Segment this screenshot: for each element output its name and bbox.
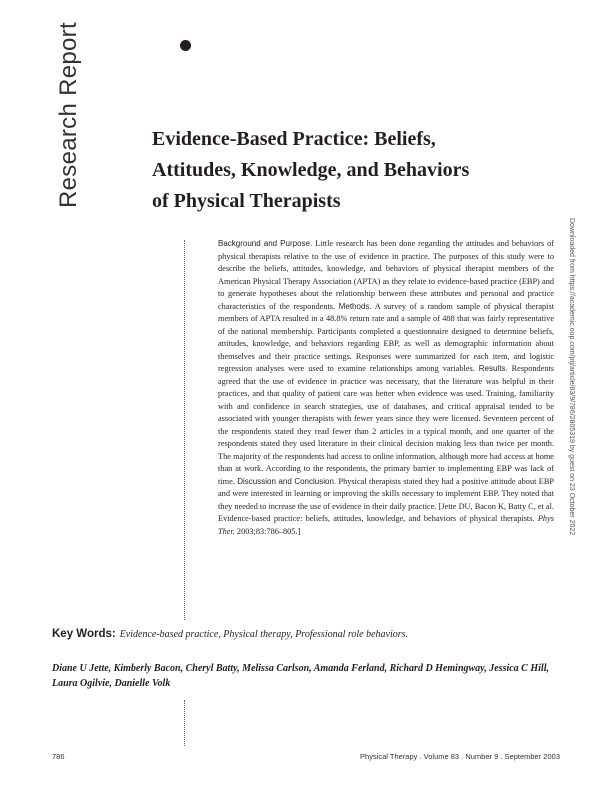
methods-heading: Methods. — [338, 301, 372, 311]
citation-journal: Phys Ther. — [218, 514, 554, 536]
results-text: Respondents agreed that the use of evidence in practice was necessary, that the literature was helpful in their practices, and that quality of patient care was better when evidence was used. Training, familiarity with and confidence in search strategies, use of databases, and critical appraisal tended to be associated with younger therapists with fewer years since they were licensed. Seventeen percent of the respondents stated they read fewer than 2 articles in a typical month, and one quarter of the respondents stated they used literature in their clinical decision making less than twice per month. The majority of the respondents had access to online information, although more had access at home than at work. According to the respondents, the primary barrier to implementing EBP was lack of time. — [218, 364, 555, 486]
title-line: of Physical Therapists — [152, 190, 341, 212]
background-text: Little research has been done regarding the attitudes and behaviors of physical therapists relative to the use of evidence in practice. The purposes of this study were to describe the beliefs, attitudes, knowledge, and behaviors of physical therapist members of the American Physical Therapy Association (APTA) as they relate to evidence-based practice (EBP) and to generate hypotheses about the relationship between these attributes and personal and practice characteristics of the respondents. — [218, 239, 554, 311]
abstract-margin-rule-bottom — [184, 700, 185, 746]
discussion-text: Physical therapists stated they had a positive attitude about EBP and were interested in learning or improving the skills necessary to implement EBP. They noted that they needed to increase the use of evidence in their daily practice. [Jette DU, Bacon K, Batty C, et al. Evidence-based practice: beliefs, attitudes, knowledge, and behaviors of physical therapists. — [218, 476, 554, 523]
citation-tail: 2003;83:786–805.] — [234, 526, 301, 536]
title-line: Attitudes, Knowledge, and Behaviors — [152, 159, 470, 181]
journal-info: Physical Therapy . Volume 83 . Number 9 . September 2003 — [360, 752, 560, 761]
key-words-label: Key Words: — [52, 628, 116, 640]
abstract-margin-rule-top — [184, 240, 185, 620]
article-title — [152, 124, 552, 217]
results-heading: Results. — [478, 364, 508, 373]
background-heading: Background and Purpose. — [218, 239, 313, 248]
page-number: 786 — [52, 752, 65, 761]
author-list: Diane U Jette, Kimberly Bacon, Cheryl Batty, Melissa Carlson, Amanda Ferland, Richard D Hemingway, Jessica C Hill, Laura Ogilvie, Danielle Volk — [52, 663, 549, 689]
key-words — [52, 628, 562, 640]
section-label: Research Report — [55, 22, 82, 208]
methods-text: A survey of a random sample of physical therapist members of APTA resulted in a 48.8% return rate and a sample of 488 that was fairly representative of the national membership. Participants completed a questionnaire designed to determine beliefs, attitudes, knowledge, and behaviors regarding EBP, as well as demographic information about themselves and their practice settings. Responses were summarized for each item, and logistic regression analyses were used to examine relationships among variables. — [218, 301, 554, 373]
discussion-heading: Discussion and Conclusion. — [237, 476, 337, 486]
title-line: Evidence-Based Practice: Beliefs, — [152, 128, 436, 150]
download-watermark: Downloaded from https://academic.oup.com/ptj/article/83/9/786/2805319 by guest on 23 October 2022 — [568, 218, 575, 536]
abstract — [218, 238, 554, 538]
key-words-text: Evidence-based practice, Physical therapy, Professional role behaviors. — [119, 629, 409, 640]
bullet-mark — [180, 40, 191, 51]
